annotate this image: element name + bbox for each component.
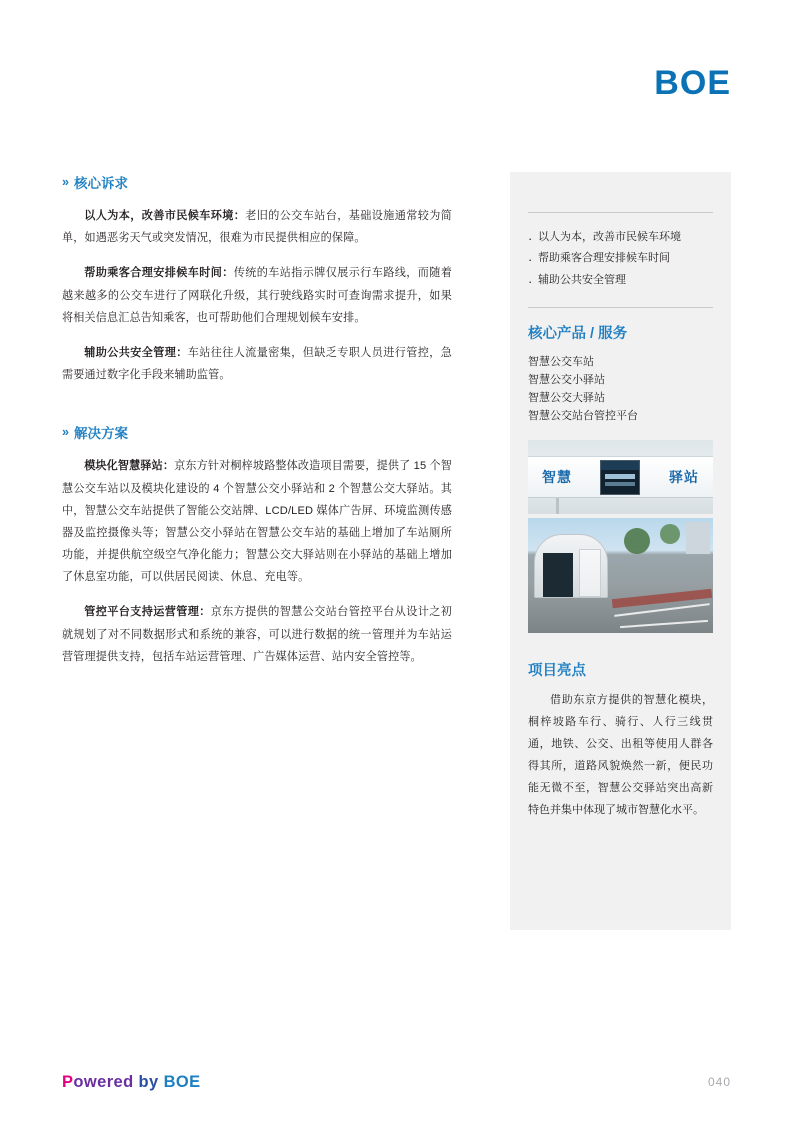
chevron-right-icon: » — [62, 425, 67, 440]
spacer — [62, 399, 452, 422]
chevron-right-icon: » — [62, 174, 67, 189]
bus-shelter — [534, 534, 608, 598]
list-item: 智慧公交大驿站 — [528, 391, 605, 404]
product-list — [528, 354, 713, 425]
list-item: 智慧公交车站 — [528, 356, 594, 369]
divider — [528, 307, 713, 308]
footer-letter-p: P — [62, 1073, 74, 1091]
section-heading-solution — [62, 422, 452, 442]
paragraph-text: 老旧的公交车站台，基础设施通常较为简单，如遇恶劣天气或突发情况，很难为市民提供相应的保障。 — [62, 210, 452, 245]
list-item: · 辅助公共安全管理 — [528, 270, 713, 291]
sidebar-heading-products: 核心产品 / 服务 — [528, 326, 628, 343]
screen-line — [605, 482, 635, 486]
divider — [528, 212, 713, 213]
boe-logo — [654, 66, 731, 100]
tree-shape — [624, 528, 650, 554]
paragraph-text: 京东方针对桐梓坡路整体改造项目需要，提供了 15 个智慧公交车站以及模块化建设的 4 个智慧公交小驿站和 2 个智慧公交大驿站。其中，智慧公交车站提供了智能公交站牌、LCD/LED 媒体广告屏、环境监测传感器及监控摄像头等；智慧公交小驿站在智慧公交车站的基础上增加了车站厕所功能，并提供航空级空气净化能力；智慧公交大驿站则在小驿站的基础上增加了休息室功能，可以供居民阅读、休息、充电等。 — [62, 460, 453, 584]
station-lcd-screen — [600, 460, 640, 495]
station-sign-left-text: 智慧 — [542, 468, 572, 485]
building-shape — [686, 522, 710, 554]
shelter-glass-panel — [579, 549, 601, 597]
section-title: 核心诉求 — [73, 176, 128, 191]
paragraph-text: 京东方提供的智慧公交站台管控平台从设计之初就规划了对不同数据形式和系统的兼容，可以进行数据的统一管理并为车站运营管理提供支持，包括车站运营管理、广告媒体运营、站内安全管控等。 — [62, 606, 453, 663]
list-item: · 以人为本，改善市民候车环境 — [528, 227, 713, 248]
logo-letter-b: B — [654, 64, 680, 102]
spacer — [528, 637, 713, 659]
logo-letter-o: O — [679, 64, 708, 102]
footer-boe: BOE — [163, 1073, 201, 1091]
footer-owered: owered — [73, 1073, 134, 1091]
screen-header-bar — [601, 461, 639, 470]
core-needs-bullet-list — [528, 227, 713, 291]
tree-shape — [660, 524, 680, 544]
sidebar-heading-highlights: 项目亮点 — [528, 662, 586, 679]
main-content — [62, 172, 452, 681]
list-item: 智慧公交小驿站 — [528, 374, 605, 387]
station-pole — [556, 498, 559, 514]
footer-by: by — [133, 1073, 164, 1091]
paragraph-lead: 模块化智慧驿站： — [84, 460, 175, 473]
shelter-display-panel — [543, 553, 573, 597]
paragraph — [62, 455, 452, 588]
station-sign-right-text: 驿站 — [669, 468, 699, 485]
paragraph-lead: 管控平台支持运营管理： — [84, 606, 211, 619]
sidebar — [510, 172, 731, 930]
photo-street-bus-shelter — [528, 518, 713, 633]
paragraph — [62, 342, 452, 386]
list-item: 智慧公交站台管控平台 — [528, 409, 638, 422]
paragraph — [62, 205, 452, 249]
footer-branding — [62, 1073, 201, 1092]
logo-letter-e: E — [707, 64, 731, 102]
paragraph-lead: 辅助公共安全管理： — [84, 346, 188, 359]
section-heading-core-needs — [62, 172, 452, 192]
page-number: 040 — [707, 1075, 731, 1089]
paragraph-lead: 帮助乘客合理安排候车时间： — [84, 267, 234, 280]
highlights-paragraph: 借助东京方提供的智慧化模块，桐梓坡路车行、骑行、人行三线贯通，地铁、公交、出租等使用人群各得其所，道路风貌焕然一新，便民功能无微不至，智慧公交驿站突出高新特色并集中体现了城市智慧化水平。 — [528, 693, 713, 816]
section-title: 解决方案 — [73, 426, 128, 442]
paragraph — [62, 262, 452, 329]
paragraph-text: 车站往往人流量密集，但缺乏专职人员进行管控，急需要通过数字化手段来辅助监管。 — [62, 346, 453, 382]
paragraph-lead: 以人为本，改善市民候车环境： — [84, 210, 246, 222]
paragraph-text: 传统的车站指示牌仅展示行车路线，而随着越来越多的公交车进行了网联化升级，其行驶线路实时可查询需求提升，如果将相关信息汇总告知乘客，也可帮助他们合理规划候车安排。 — [62, 267, 452, 324]
paragraph — [62, 601, 452, 668]
photo-smart-bus-station-display — [528, 440, 713, 514]
list-item: · 帮助乘客合理安排候车时间 — [528, 248, 713, 269]
screen-line — [605, 474, 635, 479]
